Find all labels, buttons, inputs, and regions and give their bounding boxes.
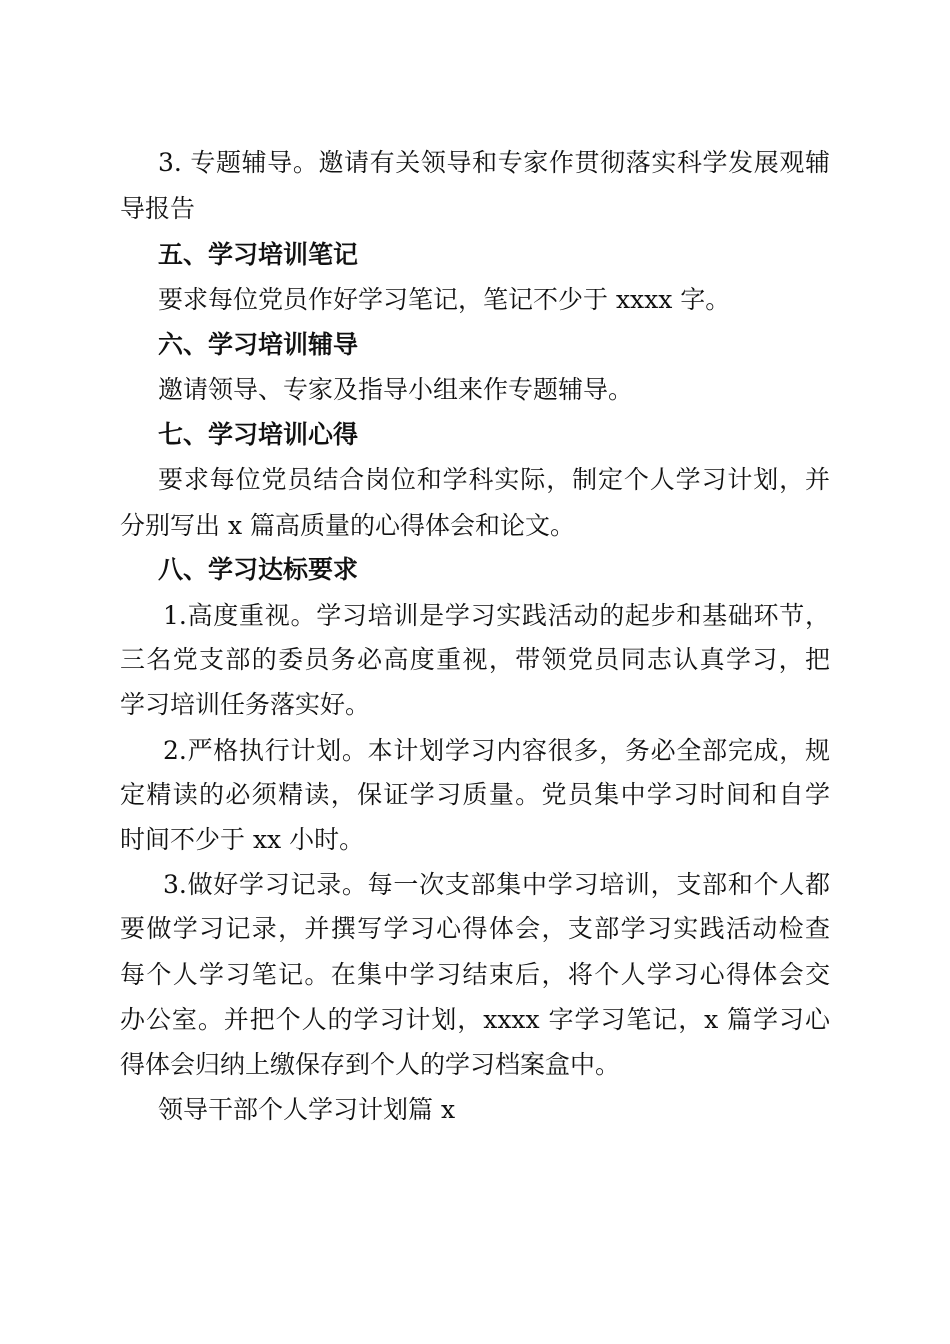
section5-text: 要求每位党员作好学习笔记，笔记不少于 xxxx 字。 <box>158 285 731 314</box>
req1-line3: 学习培训任务落实好。 <box>120 690 371 719</box>
req3-line3: 每个人学习笔记。在集中学习结束后，将个人学习心得体会交 <box>120 960 830 989</box>
section7-line2: 分别写出 x 篇高质量的心得体会和论文。 <box>120 511 575 540</box>
req1-line1: 1.高度重视。学习培训是学习实践活动的起步和基础环节， <box>163 601 830 630</box>
req3-line1: 3.做好学习记录。每一次支部集中学习培训，支部和个人都 <box>163 870 830 899</box>
section6-heading: 六、学习培训辅导 <box>158 330 359 359</box>
item3-line1: 3. 专题辅导。邀请有关领导和专家作贯彻落实科学发展观辅 <box>158 148 830 177</box>
req2-line3: 时间不少于 xx 小时。 <box>120 825 365 854</box>
section5-heading: 五、学习培训笔记 <box>158 240 359 269</box>
closing-title: 领导干部个人学习计划篇 x <box>158 1095 456 1124</box>
req3-line5: 得体会归纳上缴保存到个人的学习档案盒中。 <box>120 1050 621 1079</box>
req2-line2: 定精读的必须精读，保证学习质量。党员集中学习时间和自学 <box>120 780 830 809</box>
item3-line2: 导报告 <box>120 194 196 223</box>
req2-line1: 2.严格执行计划。本计划学习内容很多，务必全部完成，规 <box>163 736 830 765</box>
req3-line4: 办公室。并把个人的学习计划，xxxx 字学习笔记，x 篇学习心 <box>120 1005 830 1034</box>
section7-line1: 要求每位党员结合岗位和学科实际，制定个人学习计划，并 <box>158 465 830 494</box>
section6-text: 邀请领导、专家及指导小组来作专题辅导。 <box>158 375 634 404</box>
req3-line2: 要做学习记录，并撰写学习心得体会，支部学习实践活动检查 <box>120 914 830 943</box>
section8-heading: 八、学习达标要求 <box>158 555 359 584</box>
req1-line2: 三名党支部的委员务必高度重视，带领党员同志认真学习，把 <box>120 645 830 674</box>
section7-heading: 七、学习培训心得 <box>158 420 359 449</box>
